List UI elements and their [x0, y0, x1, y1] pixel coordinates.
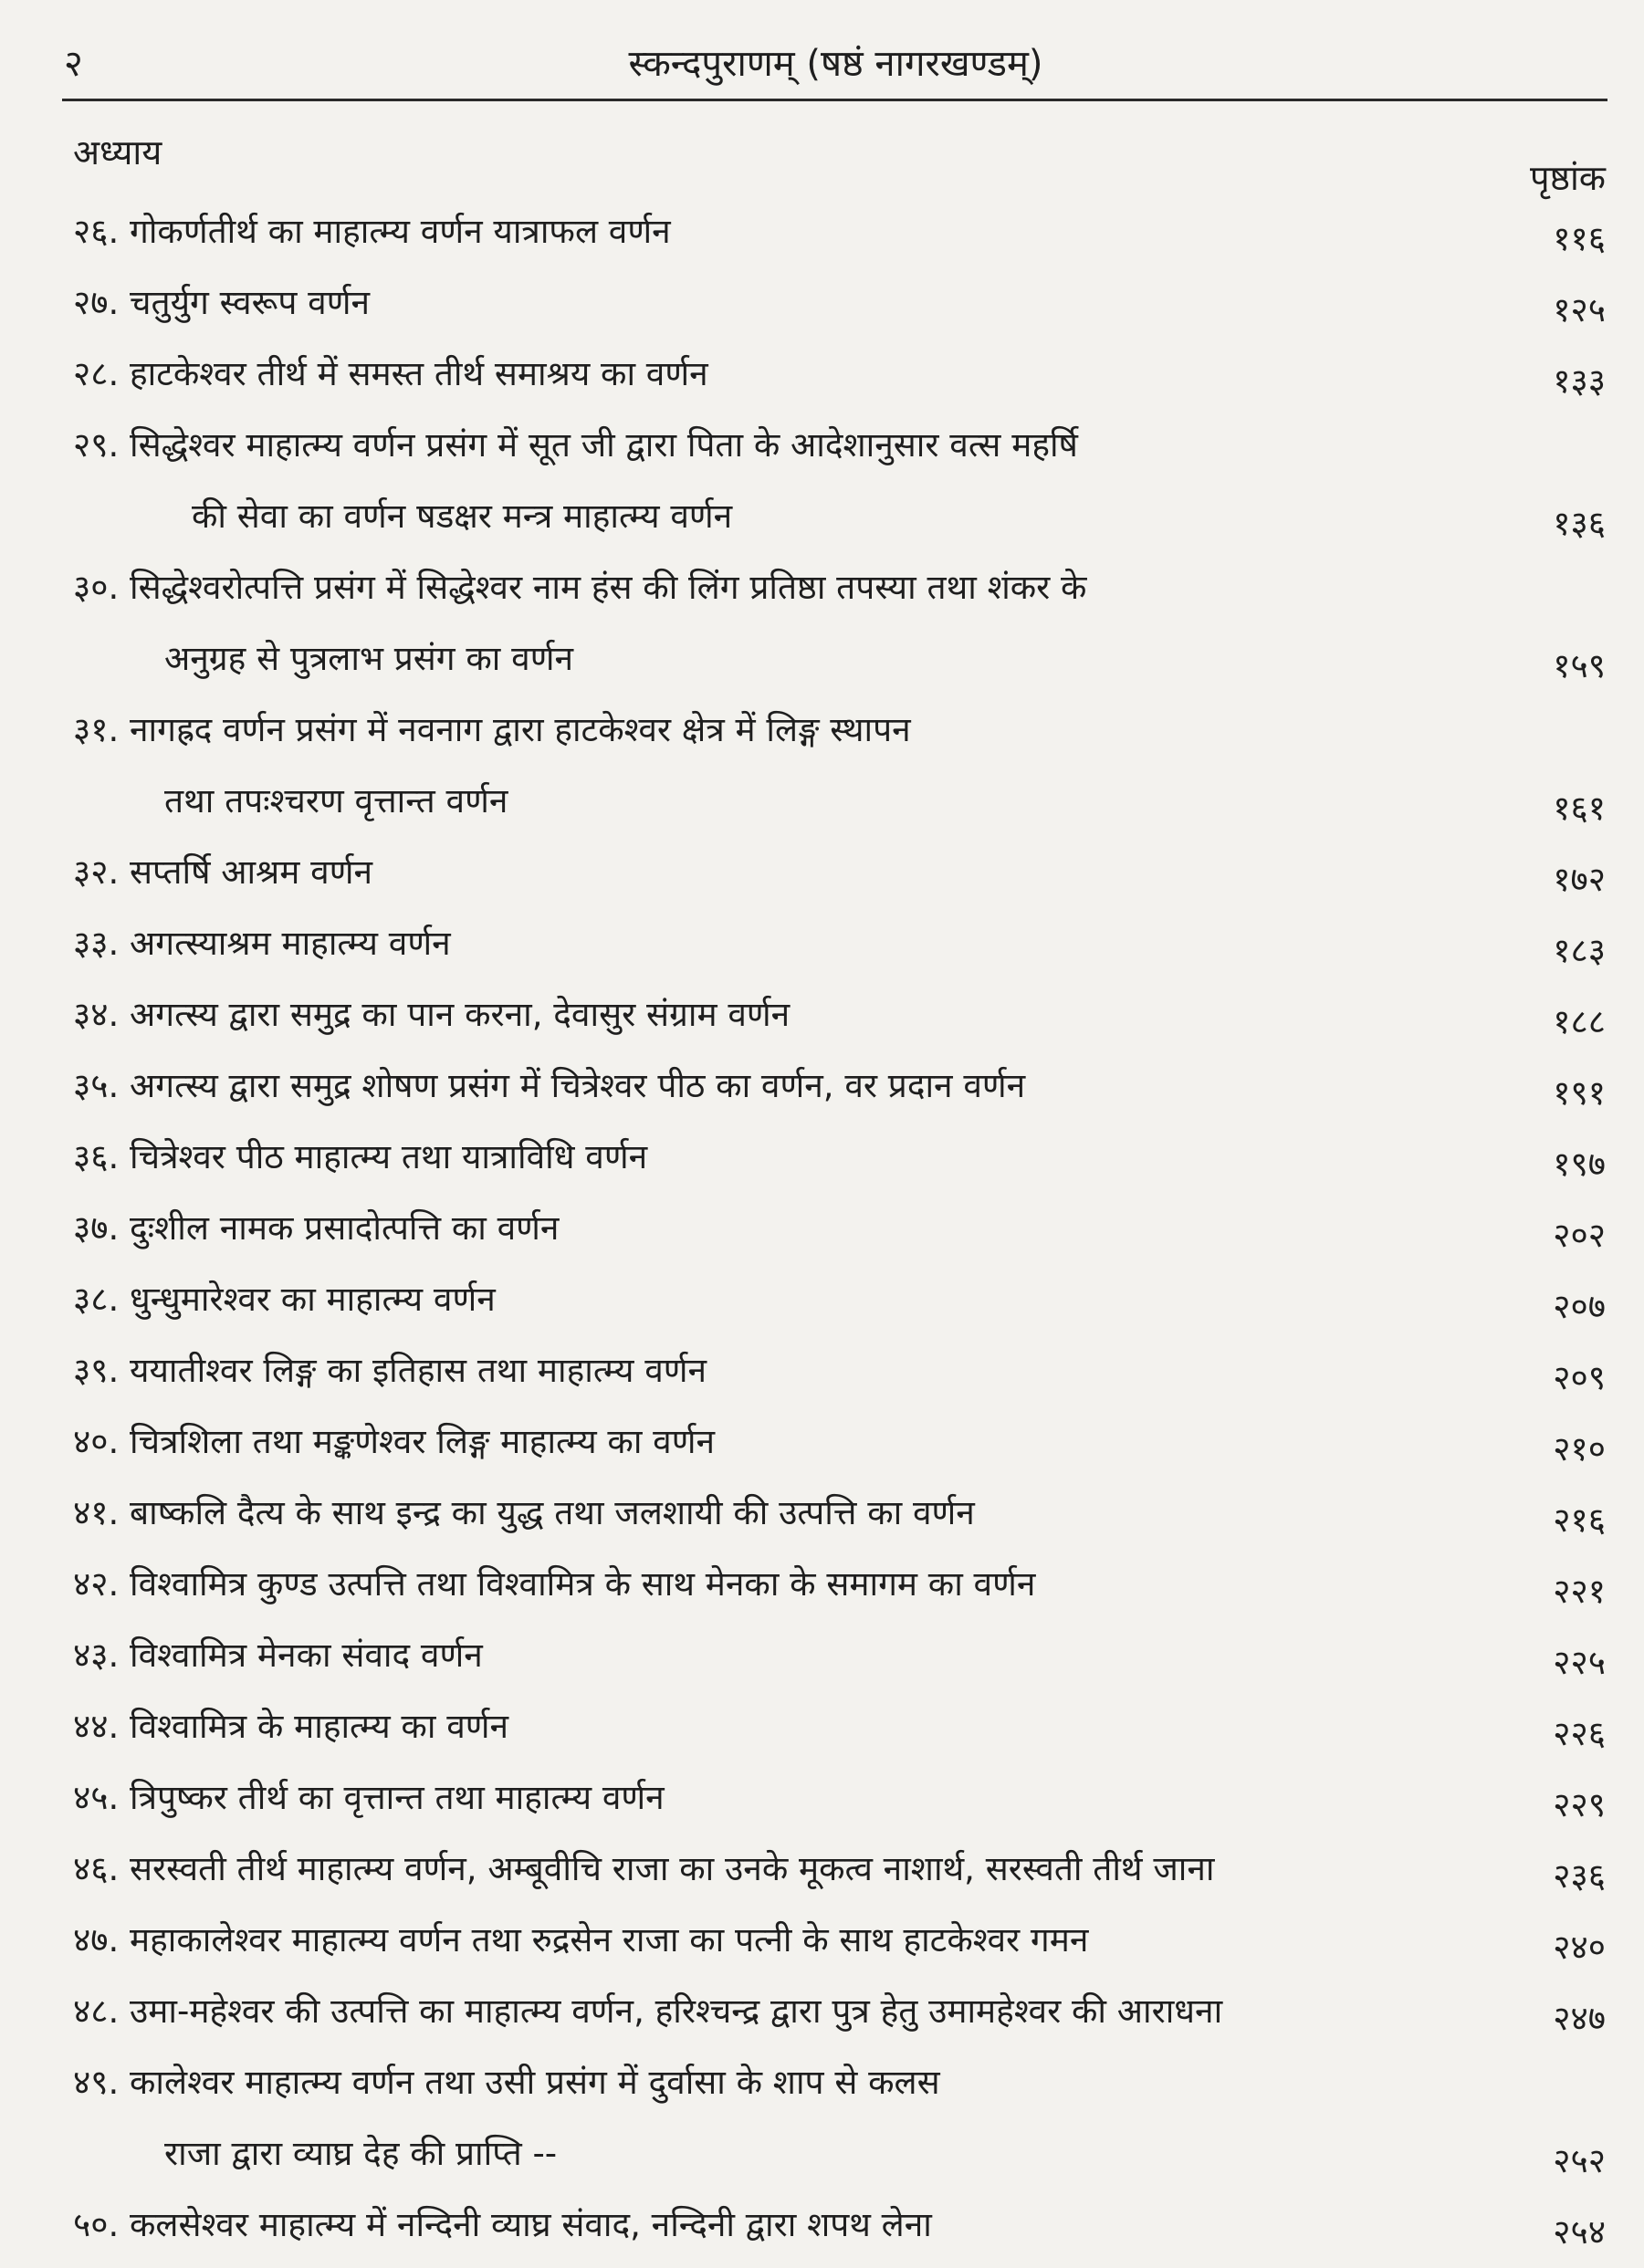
- toc-entry-title: ३०. सिद्धेश्वरोत्पत्ति प्रसंग में सिद्धेश्वर नाम हंस की लिंग प्रतिष्ठा तपस्या तथा शंकर के: [73, 568, 1087, 607]
- toc-entry: [73, 908, 1606, 979]
- toc-entry: [73, 1122, 1606, 1193]
- header-rule: [62, 99, 1607, 101]
- toc-entry-page: २१०: [1553, 1429, 1606, 1468]
- toc-entry-page: २२५: [1553, 1643, 1606, 1682]
- toc-entry: [73, 1762, 1606, 1834]
- toc-entry-title: २६. गोकर्णतीर्थ का माहात्म्य वर्णन यात्राफल वर्णन: [73, 212, 671, 251]
- toc-entry-page: १३३: [1553, 361, 1606, 401]
- toc-entry: [73, 695, 1606, 837]
- toc-entry: [73, 1050, 1606, 1122]
- table-of-contents: [73, 196, 1606, 2261]
- toc-entry: [73, 1478, 1606, 1549]
- toc-entry-title: ४७. महाकालेश्वर माहात्म्य वर्णन तथा रुद्रसेन राजा का पत्नी के साथ हाटकेश्वर गमन: [73, 1920, 1089, 1960]
- toc-entry-title: ३५. अगत्स्य द्वारा समुद्र शोषण प्रसंग में चित्रेश्वर पीठ का वर्णन, वर प्रदान वर्णन: [73, 1066, 1026, 1105]
- toc-entry-title: २८. हाटकेश्वर तीर्थ में समस्त तीर्थ समाश्रय का वर्णन: [73, 354, 708, 393]
- toc-entry: [73, 410, 1606, 552]
- toc-entry: [73, 1193, 1606, 1264]
- toc-entry-title: ३७. दुःशील नामक प्रसादोत्पत्ति का वर्णन: [73, 1208, 560, 1248]
- toc-entry-title: ४०. चित्रशिला तथा मङ्कणेश्वर लिङ्ग माहात्म्य का वर्णन: [73, 1422, 716, 1461]
- toc-entry-title: ४९. कालेश्वर माहात्म्य वर्णन तथा उसी प्रसंग में दुर्वासा के शाप से कलस: [73, 2063, 940, 2102]
- toc-entry-page: २०७: [1553, 1287, 1606, 1326]
- toc-entry-page: १३६: [1553, 504, 1606, 543]
- toc-entry: [73, 267, 1606, 339]
- toc-entry-page: २४०: [1553, 1928, 1606, 1967]
- toc-entry-title: ३२. सप्तर्षि आश्रम वर्णन: [73, 852, 372, 892]
- toc-entry: [73, 1264, 1606, 1335]
- toc-entry-title: ४३. विश्वामित्र मेनका संवाद वर्णन: [73, 1636, 483, 1675]
- toc-entry-continuation: की सेवा का वर्णन षडक्षर मन्त्र माहात्म्य वर्णन: [192, 496, 733, 536]
- toc-entry: [73, 1834, 1606, 1905]
- toc-entry-page: २०९: [1553, 1358, 1606, 1397]
- running-title: स्कन्दपुराणम् (षष्ठं नागरखण्डम्): [628, 43, 1043, 85]
- toc-entry-title: ४६. सरस्वती तीर्थ माहात्म्य वर्णन, अम्बूवीचि राजा का उनके मूकत्व नाशार्थ, सरस्वती तीर्थ जाना: [73, 1849, 1215, 1888]
- running-head: [64, 37, 1607, 91]
- toc-entry-title: ३४. अगत्स्य द्वारा समुद्र का पान करना, देवासुर संग्राम वर्णन: [73, 995, 791, 1034]
- toc-entry-page: १७२: [1553, 860, 1606, 899]
- toc-entry: [73, 339, 1606, 410]
- toc-entry: [73, 2047, 1606, 2190]
- toc-entry-title: ३९. ययातीश्वर लिङ्ग का इतिहास तथा माहात्म्य वर्णन: [73, 1351, 707, 1390]
- toc-entry-page: १६१: [1553, 789, 1606, 828]
- toc-entry-page: २४७: [1553, 1999, 1606, 2038]
- toc-entry: [73, 2190, 1606, 2261]
- toc-entry-title: ५०. कलसेश्वर माहात्म्य में नन्दिनी व्याघ्र संवाद, नन्दिनी द्वारा शपथ लेना: [73, 2205, 932, 2244]
- chapter-column-heading: अध्याय: [73, 132, 162, 172]
- toc-entry-page: १८८: [1553, 1002, 1606, 1041]
- toc-entry-title: ४८. उमा-महेश्वर की उत्पत्ति का माहात्म्य वर्णन, हरिश्चन्द्र द्वारा पुत्र हेतु उमामहेश्वर की आराधना: [73, 1991, 1223, 2031]
- toc-entry: [73, 1549, 1606, 1620]
- toc-entry-page: २२९: [1553, 1785, 1606, 1824]
- toc-entry: [73, 1976, 1606, 2047]
- toc-entry-title: ३३. अगत्स्याश्रम माहात्म्य वर्णन: [73, 924, 451, 963]
- toc-entry: [73, 837, 1606, 908]
- toc-entry-page: १५९: [1553, 646, 1606, 685]
- toc-entry-page: १८३: [1553, 931, 1606, 970]
- toc-entry-page: २५२: [1553, 2141, 1606, 2180]
- toc-entry: [73, 196, 1606, 267]
- toc-entry-page: १९१: [1553, 1073, 1606, 1113]
- toc-entry-continuation: तथा तपःश्चरण वृत्तान्त वर्णन: [164, 781, 508, 820]
- toc-entry: [73, 1691, 1606, 1762]
- toc-entry-continuation: राजा द्वारा व्याघ्र देह की प्राप्ति --: [164, 2134, 558, 2173]
- toc-entry-title: ३१. नागह्रद वर्णन प्रसंग में नवनाग द्वारा हाटकेश्वर क्षेत्र में लिङ्ग स्थापन: [73, 710, 911, 749]
- toc-entry-page: १२५: [1553, 290, 1606, 329]
- toc-entry-title: ४४. विश्वामित्र के माहात्म्य का वर्णन: [73, 1707, 509, 1746]
- toc-entry-title: ३८. धुन्धुमारेश्वर का माहात्म्य वर्णन: [73, 1280, 496, 1319]
- toc-entry-page: २३६: [1553, 1856, 1606, 1896]
- toc-entry-page: २२६: [1553, 1714, 1606, 1753]
- toc-entry: [73, 979, 1606, 1050]
- toc-entry: [73, 1406, 1606, 1478]
- toc-entry: [73, 1335, 1606, 1406]
- toc-entry-page: २०२: [1553, 1216, 1606, 1255]
- toc-entry-page: २१६: [1553, 1500, 1606, 1540]
- toc-entry: [73, 1905, 1606, 1976]
- page-column-heading: पृष्ठांक: [1530, 158, 1606, 198]
- toc-entry-title: २७. चतुर्युग स्वरूप वर्णन: [73, 283, 370, 322]
- toc-entry-title: ३६. चित्रेश्वर पीठ माहात्म्य तथा यात्राविधि वर्णन: [73, 1137, 648, 1176]
- toc-entry-title: २९. सिद्धेश्वर माहात्म्य वर्णन प्रसंग में सूत जी द्वारा पिता के आदेशानुसार वत्स महर्षि: [73, 425, 1078, 465]
- toc-entry-page: ११६: [1553, 219, 1606, 258]
- toc-entry: [73, 552, 1606, 695]
- toc-entry-title: ४५. त्रिपुष्कर तीर्थ का वृत्तान्त तथा माहात्म्य वर्णन: [73, 1778, 665, 1817]
- toc-entry-continuation: अनुग्रह से पुत्रलाभ प्रसंग का वर्णन: [164, 639, 574, 678]
- toc-entry-title: ४२. विश्वामित्र कुण्ड उत्पत्ति तथा विश्वामित्र के साथ मेनका के समागम का वर्णन: [73, 1564, 1036, 1604]
- page-number: २: [64, 43, 83, 85]
- toc-entry: [73, 1620, 1606, 1691]
- toc-entry-page: १९७: [1553, 1144, 1606, 1184]
- toc-entry-page: २५४: [1553, 2212, 1606, 2252]
- toc-entry-title: ४१. बाष्कलि दैत्य के साथ इन्द्र का युद्ध तथा जलशायी की उत्पत्ति का वर्णन: [73, 1493, 975, 1532]
- toc-entry-page: २२१: [1553, 1572, 1606, 1611]
